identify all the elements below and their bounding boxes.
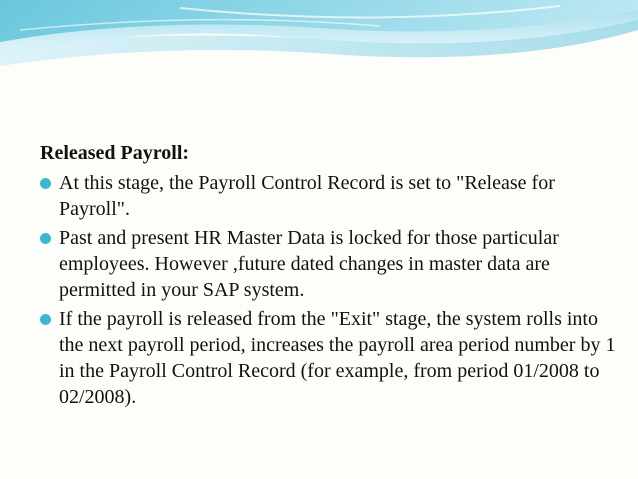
slide-body [40,140,620,413]
bullet-text: If the payroll is released from the "Exit" stage, the system rolls into the next payroll period, increases the payroll area period number by 1 in the Payroll Control Record (for example, from period 01/2008 to 02/2008). [59,308,616,408]
decorative-wave-banner [0,0,638,80]
bullet-text: At this stage, the Payroll Control Record is set to "Release for Payroll". [59,172,555,220]
bullet-item [40,225,620,303]
bullet-item [40,306,620,410]
bullet-list [40,170,620,410]
bullet-text: Past and present HR Master Data is locked for those particular employees. However ,future dated changes in master data are permitted in your SAP system. [59,227,559,301]
bullet-dot-icon [40,178,51,189]
bullet-item [40,170,620,222]
bullet-dot-icon [40,233,51,244]
slide-heading: Released Payroll: [40,142,190,164]
bullet-dot-icon [40,314,51,325]
